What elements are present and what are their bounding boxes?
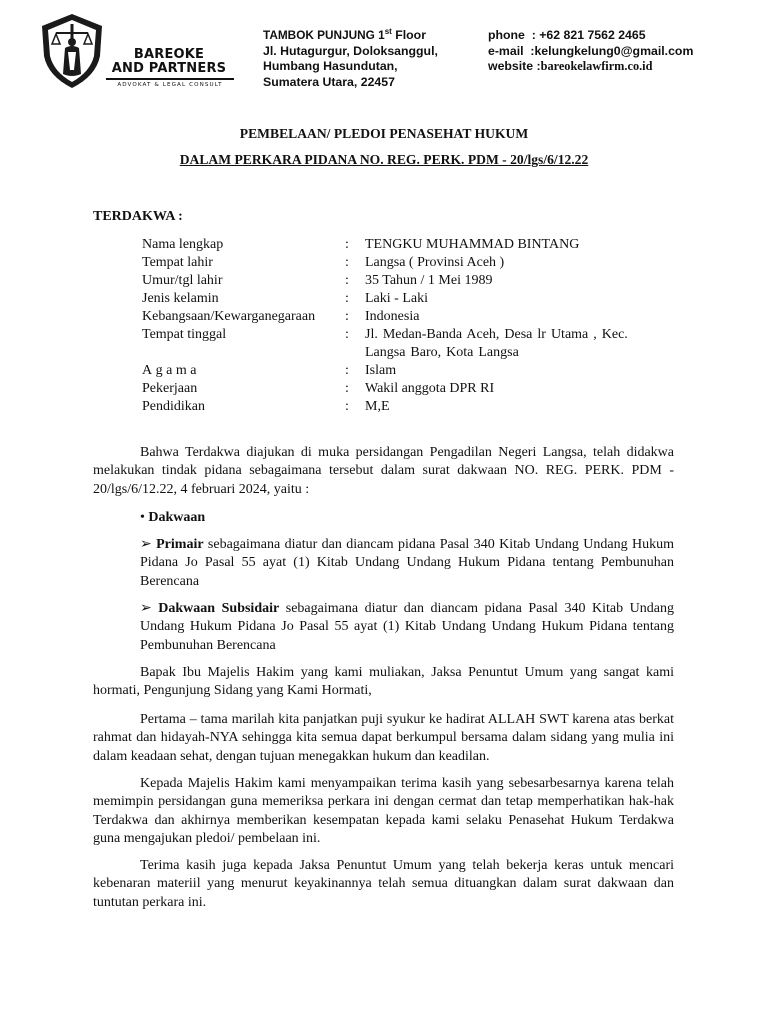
email-address[interactable]: kelungkelung0@gmail.com <box>534 43 694 58</box>
phone-number: +62 821 7562 2465 <box>539 28 646 42</box>
identity-key: Agama <box>142 363 200 378</box>
identity-key: Nama lengkap <box>142 237 224 252</box>
paragraph-opening: Pertama – tama marilah kita panjatkan puji syukur ke hadirat ALLAH SWT karena atas berkat rahmat dan hidayah-NYA sehingga kita semua dapat berkumpul bersama dalam sidang yang mulia ini dalam keadaan sehat, dengan tujuan menegakkan hukum dan keadilan. <box>93 712 674 764</box>
identity-colon: : <box>345 291 349 306</box>
dakwaan-heading: • Dakwaan <box>140 510 206 525</box>
address-line-4: Sumatera Utara, 22457 <box>263 74 395 89</box>
identity-value: Islam <box>365 363 397 378</box>
defendant-heading: TERDAKWA : <box>93 209 183 224</box>
identity-key: Kebangsaan/Kewarganegaraan <box>142 309 316 324</box>
document-title: PEMBELAAN/ PLEDOI PENASEHAT HUKUM <box>239 126 529 141</box>
identity-colon: : <box>345 399 349 414</box>
identity-colon: : <box>345 273 349 288</box>
brand-name-line2: AND PARTNERS <box>111 61 227 76</box>
lady-justice-shield-icon <box>32 12 112 90</box>
identity-key: Tempat lahir <box>142 255 213 270</box>
firm-contact <box>488 28 693 75</box>
brand-divider <box>106 78 234 80</box>
identity-value: Indonesia <box>365 309 420 324</box>
identity-value: M,E <box>365 399 390 414</box>
brand-name-line1: BAREOKE <box>133 47 205 62</box>
paragraph-thanks-judges: Kepada Majelis Hakim kami menyampaikan terima kasih yang sebesarbesarnya karena telah memimpin persidangan guna memeriksa perkara ini dengan cermat dan tetap memperhatikan hak-hak Terdakwa dan akhirnya memberikan kesempatan kepada kami selaku Penasehat Hukum Terdakwa guna mengajukan pledoi/ pembelaan ini. <box>93 776 674 846</box>
arrow-icon: ➢ <box>140 601 159 616</box>
paragraph-thanks-prosecutor: Terima kasih juga kepada Jaksa Penuntut Umum yang telah bekerja keras untuk mencari kebenaran materiil yang menurut keyakinannya telah semua dituangkan dalam surat dakwaan dan tuntutan perkara ini. <box>93 858 674 910</box>
firm-address <box>263 28 438 90</box>
charge-subsidair: ➢ Dakwaan Subsidair sebagaimana diatur dan diancam pidana Pasal 340 Kitab Undang Undang Hukum Pidana Jo Pasal 55 ayat (1) Kitab Undang Undang Hukum Pidana tentang Pembunuhan Berencana <box>140 601 674 653</box>
case-number-title: DALAM PERKARA PIDANA NO. REG. PERK. PDM - 20/lgs/6/12.22 <box>179 152 589 167</box>
phone-line: phone : +62 821 7562 2465 <box>488 28 646 42</box>
identity-colon: : <box>345 255 349 270</box>
address-line-2: Jl. Hutagurgur, Doloksanggul, <box>263 43 438 58</box>
identity-value: Langsa ( Provinsi Aceh ) <box>365 255 505 270</box>
identity-key: Jenis kelamin <box>142 291 219 306</box>
firm-brand <box>106 48 234 88</box>
charge-primair: ➢ Primair sebagaimana diatur dan diancam pidana Pasal 340 Kitab Undang Undang Hukum Pidana Jo Pasal 55 ayat (1) Kitab Undang Undang Hukum Pidana tentang Pembunuhan Berencana <box>140 537 674 589</box>
identity-key: Umur/tgl lahir <box>142 273 223 288</box>
identity-value: TENGKU MUHAMMAD BINTANG <box>365 237 580 252</box>
identity-value: Wakil anggota DPR RI <box>365 381 495 396</box>
paragraph-intro: Bahwa Terdakwa diajukan di muka persidangan Pengadilan Negeri Langsa, telah didakwa melakukan tindak pidana sebagaimana tersebut dalam surat dakwaan NO. REG. PERK. PDM - 20/lgs/6/12.22, 4 februari 2024, yaitu : <box>93 445 674 497</box>
identity-colon: : <box>345 327 349 342</box>
firm-logo <box>32 12 238 90</box>
arrow-icon: ➢ <box>140 537 157 552</box>
email-line: e-mail :kelungkelung0@gmail.com <box>488 43 694 58</box>
identity-colon: : <box>345 309 349 324</box>
paragraph-greeting: Bapak Ibu Majelis Hakim yang kami muliakan, Jaksa Penuntut Umum yang sangat kami hormati, Pengunjung Sidang yang Kami Hormati, <box>93 665 674 699</box>
address-line-3: Humbang Hasundutan, <box>263 59 398 73</box>
brand-tagline: ADVOKAT & LEGAL CONSULT <box>117 82 223 88</box>
identity-value: Laki - Laki <box>365 291 428 306</box>
address-line-1: TAMBOK PUNJUNG 1st Floor <box>263 27 426 42</box>
identity-key: Pekerjaan <box>142 381 198 396</box>
website-url[interactable]: bareokelawfirm.co.id <box>540 59 653 73</box>
identity-value: 35 Tahun / 1 Mei 1989 <box>365 273 493 288</box>
identity-key: Tempat tinggal <box>142 327 227 342</box>
identity-colon: : <box>345 381 349 396</box>
identity-value: Jl. Medan-Banda Aceh, Desa lr Utama , Kec. Langsa Baro, Kota Langsa <box>365 327 628 360</box>
website-line: website :bareokelawfirm.co.id <box>488 59 653 73</box>
identity-colon: : <box>345 363 349 378</box>
identity-key: Pendidikan <box>142 399 205 414</box>
identity-colon: : <box>345 237 349 252</box>
